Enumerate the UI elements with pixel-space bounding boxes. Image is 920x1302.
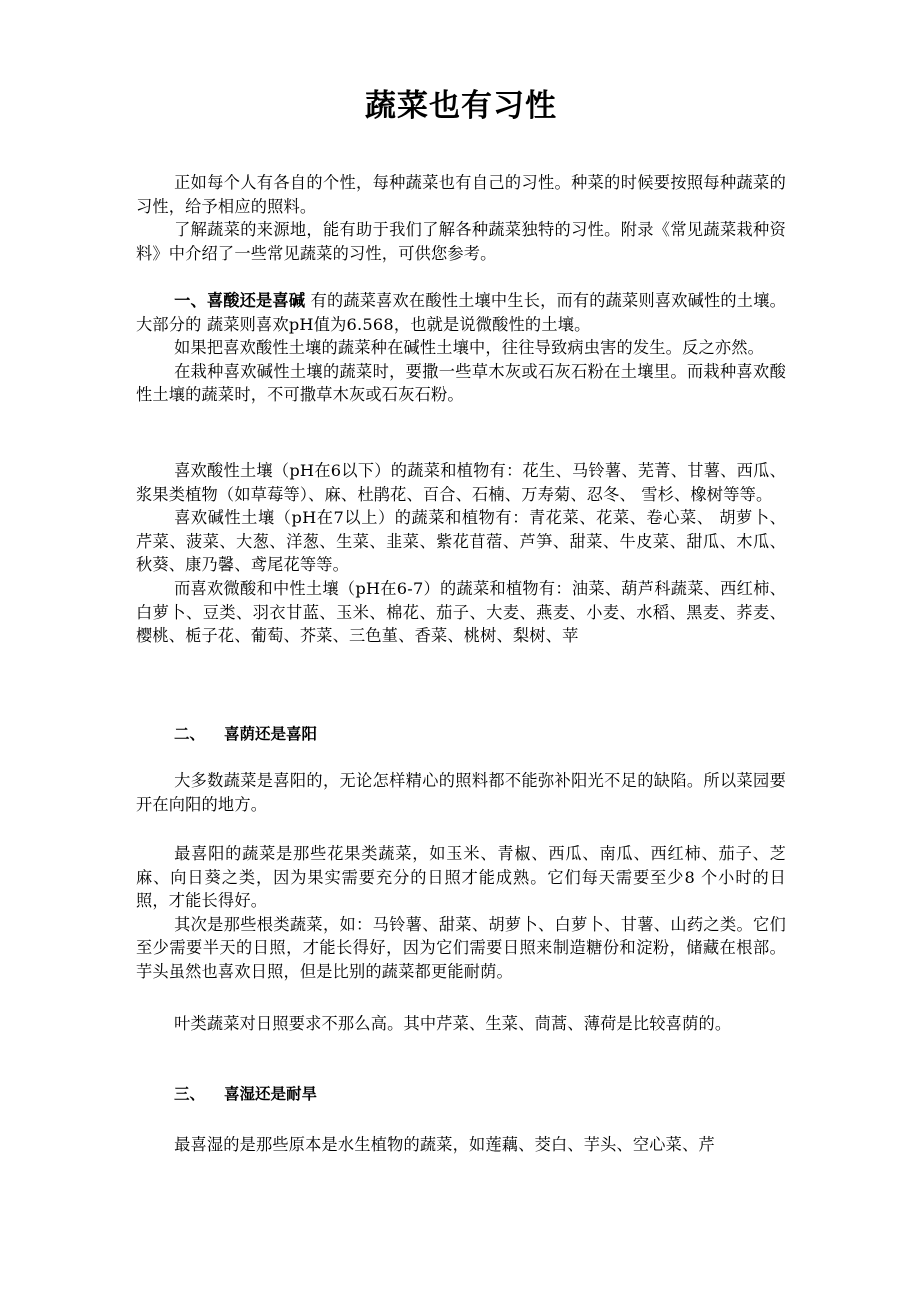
soil-plant-lists xyxy=(136,459,786,648)
intro-paragraph: 了解蔬菜的来源地，能有助于我们了解各种蔬菜独特的习性。附录《常见蔬菜栽种资料》中介绍了一些常见蔬菜的习性，可供您参考。 xyxy=(136,220,786,263)
body-paragraph: 最喜湿的是那些原本是水生植物的蔬菜，如莲藕、茭白、芋头、空心菜、芹 xyxy=(174,1135,715,1154)
section-shade-sun-body xyxy=(136,769,786,816)
section-number: 二、 xyxy=(174,725,206,743)
section-heading: 一、喜酸还是喜碱 xyxy=(174,291,306,310)
section-number: 三、 xyxy=(174,1085,206,1103)
intro-section xyxy=(136,171,786,265)
section-wet-dry-body xyxy=(136,1133,786,1157)
section-shade-sun-body xyxy=(136,842,786,984)
body-paragraph: 其次是那些根类蔬菜，如：马铃薯、甜菜、胡萝卜、白萝卜、甘薯、山药之类。它们至少需要半天的日照，才能长得好，因为它们需要日照来制造糖份和淀粉，储藏在根部。芋头虽然也喜欢日照，但是比别的蔬菜都更能耐荫。 xyxy=(136,914,786,981)
body-paragraph: 如果把喜欢酸性土壤的蔬菜种在碱性土壤中，往往导致病虫害的发生。反之亦然。 xyxy=(174,338,765,358)
section-lead-text: 有的蔬菜喜欢在酸性土壤中生长，而有的蔬菜则喜欢碱性的土壤。大部分的 蔬菜则喜欢pH值为6.568，也就是说微酸性的土壤。 xyxy=(136,291,786,334)
body-paragraph: 叶类蔬菜对日照要求不那么高。其中芹菜、生菜、茼蒿、薄荷是比较喜荫的。 xyxy=(174,1014,732,1033)
document-title: 蔬菜也有习性 xyxy=(365,88,557,124)
section-lead-paragraph xyxy=(136,289,786,336)
section-title: 喜湿还是耐旱 xyxy=(224,1085,318,1103)
section-shade-sun-heading xyxy=(136,722,786,746)
body-paragraph: 在栽种喜欢碱性土壤的蔬菜时，要撒一些草木灰或石灰石粉在土壤里。而栽种喜欢酸性土壤的蔬菜时，不可撒草木灰或石灰石粉。 xyxy=(136,361,786,405)
section-acid-alkaline xyxy=(136,289,786,407)
section-wet-dry-heading xyxy=(136,1082,786,1106)
section-heading xyxy=(136,1082,786,1106)
section-title: 喜荫还是喜阳 xyxy=(224,725,318,743)
acid-soil-plants: 喜欢酸性土壤（pH在6以下）的蔬菜和植物有：花生、马铃薯、芜菁、甘薯、西瓜、浆果类植物（如草莓等）、麻、杜鹃花、百合、石楠、万寿菊、忍冬、 雪杉、橡树等等。 xyxy=(136,461,786,504)
section-shade-sun-body xyxy=(136,1012,786,1036)
alkaline-soil-plants: 喜欢碱性土壤（pH在7以上）的蔬菜和植物有：青花菜、花菜、卷心菜、 胡萝卜、芹菜、菠菜、大葱、洋葱、生菜、韭菜、紫花苜蓿、芦笋、甜菜、牛皮菜、甜瓜、木瓜、秋葵、康乃馨、鸢尾花等等。 xyxy=(136,508,786,575)
intro-paragraph: 正如每个人有各自的个性，每种蔬菜也有自己的习性。种菜的时候要按照每种蔬菜的习性，给予相应的照料。 xyxy=(136,173,786,216)
body-paragraph: 最喜阳的蔬菜是那些花果类蔬菜，如玉米、青椒、西瓜、南瓜、西红柿、茄子、芝麻、向日葵之类，因为果实需要充分的日照才能成熟。它们每天需要至少8 个小时的日照，才能长得好。 xyxy=(136,844,786,911)
body-paragraph: 大多数蔬菜是喜阳的，无论怎样精心的照料都不能弥补阳光不足的缺陷。所以菜园要开在向阳的地方。 xyxy=(136,771,786,814)
section-heading xyxy=(136,722,786,746)
neutral-soil-plants: 而喜欢微酸和中性土壤（pH在6-7）的蔬菜和植物有：油菜、葫芦科蔬菜、西红柿、白萝卜、豆类、羽衣甘蓝、玉米、棉花、茄子、大麦、燕麦、小麦、水稻、黑麦、荞麦、樱桃、栀子花、葡萄、芥菜、三色堇、香菜、桃树、梨树、苹 xyxy=(136,578,786,646)
